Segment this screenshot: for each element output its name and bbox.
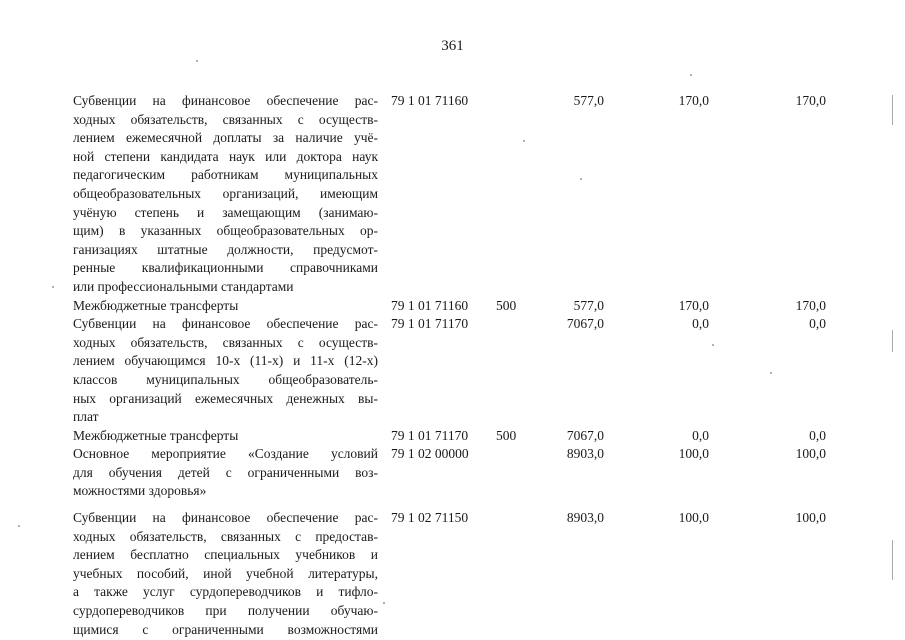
amount-cell-3: 0,0: [809, 427, 826, 443]
row-description: [73, 427, 378, 446]
table-row: [73, 509, 833, 639]
table-row: [73, 297, 833, 316]
description-line: можностями здоровья»: [73, 483, 207, 499]
description-line: или профессиональными стандартами: [73, 278, 294, 294]
table-row: [73, 315, 833, 427]
description-line: лением ежемесячной доплаты за наличие учё-: [73, 130, 378, 146]
amount-cell-3: 100,0: [795, 446, 826, 462]
scan-speck: [580, 178, 582, 180]
table-row: [73, 92, 833, 297]
description-line: для обучения детей с ограниченными воз-: [73, 464, 378, 480]
expense-type-cell: 500: [496, 427, 517, 443]
amount-cell-1: 577,0: [573, 93, 604, 108]
description-line: Межбюджетные трансферты: [73, 297, 239, 313]
scan-speck: [18, 525, 20, 527]
budget-code-cell: 79 1 02 71150: [391, 510, 469, 526]
amount-cell-3: 100,0: [795, 510, 826, 526]
row-description: [73, 315, 378, 427]
scan-edge-mark: [892, 330, 893, 352]
description-line: учёную степень и замещающим (занимаю-: [73, 204, 378, 220]
row-description: [73, 297, 378, 316]
description-line: Основное мероприятие «Создание условий: [73, 446, 378, 462]
amount-cell-3: 170,0: [795, 297, 826, 313]
description-line: ных организаций ежемесячных денежных вы-: [73, 390, 378, 406]
amount-cell-2: 100,0: [678, 510, 709, 526]
amount-cell-2: 0,0: [692, 316, 709, 332]
amount-cell-2: 170,0: [678, 93, 709, 108]
description-line: Межбюджетные трансферты: [73, 427, 239, 443]
description-line: сурдопереводчиков при получении обучаю-: [73, 603, 378, 619]
description-line: ходных обязательств, связанных с осуществ-: [73, 334, 378, 350]
amount-cell-1: 8903,0: [566, 446, 604, 462]
description-line: общеобразовательных организаций, имеющим: [73, 185, 378, 201]
amount-cell-2: 170,0: [678, 297, 709, 313]
budget-table: [73, 92, 833, 639]
amount-cell-1: 577,0: [573, 297, 604, 313]
scan-speck: [712, 344, 714, 346]
scan-speck: [770, 372, 772, 374]
budget-code-cell: 79 1 01 71160: [391, 93, 469, 108]
description-line: лением бесплатно специальных учебников и: [73, 547, 378, 563]
table-row: [73, 427, 833, 446]
description-line: ной степени кандидата наук или доктора наук: [73, 148, 378, 164]
description-line: щим) в указанных общеобразовательных ор-: [73, 223, 378, 239]
description-line: лением обучающимся 10-х (11-х) и 11-х (12-х): [73, 353, 378, 369]
budget-code-cell: 79 1 01 71170: [391, 316, 469, 332]
description-line: классов муниципальных общеобразователь-: [73, 371, 378, 387]
budget-code-cell: 79 1 01 71160: [391, 297, 469, 313]
amount-cell-1: 7067,0: [566, 316, 604, 332]
amount-cell-3: 0,0: [809, 316, 826, 332]
description-line: ганизациях штатные должности, предусмот-: [73, 241, 378, 257]
page-number: 361: [441, 38, 464, 54]
row-description: [73, 445, 378, 501]
amount-cell-1: 7067,0: [566, 427, 604, 443]
scan-speck: [52, 286, 54, 288]
scan-speck: [690, 74, 692, 76]
row-description: [73, 509, 378, 639]
amount-cell-1: 8903,0: [566, 510, 604, 526]
description-line: Субвенции на финансовое обеспечение рас-: [73, 93, 378, 108]
amount-cell-2: 100,0: [678, 446, 709, 462]
scan-speck: [523, 140, 525, 142]
description-line: Субвенции на финансовое обеспечение рас-: [73, 316, 378, 332]
amount-cell-3: 170,0: [795, 93, 826, 108]
row-description: [73, 92, 378, 297]
description-line: а также услуг сурдопереводчиков и тифло-: [73, 584, 378, 600]
description-line: ходных обязательств, связанных с осуществ-: [73, 111, 378, 127]
description-line: ходных обязательств, связанных с предостав-: [73, 528, 378, 544]
description-line: ренные квалификационными справочниками: [73, 260, 378, 276]
scan-edge-mark: [892, 95, 893, 125]
expense-type-cell: 500: [496, 297, 517, 313]
scan-speck: [383, 602, 385, 604]
amount-cell-2: 0,0: [692, 427, 709, 443]
scan-edge-mark: [892, 540, 893, 580]
description-line: щимися с ограниченными возможностями: [73, 621, 378, 637]
description-line: Субвенции на финансовое обеспечение рас-: [73, 510, 378, 526]
budget-code-cell: 79 1 01 71170: [391, 427, 469, 443]
budget-code-cell: 79 1 02 00000: [391, 446, 469, 462]
description-line: учебных пособий, иной учебной литературы,: [73, 565, 378, 581]
scan-speck: [196, 60, 198, 62]
description-line: плат: [73, 409, 99, 425]
table-row: [73, 445, 833, 501]
description-line: педагогическим работникам муниципальных: [73, 167, 378, 183]
